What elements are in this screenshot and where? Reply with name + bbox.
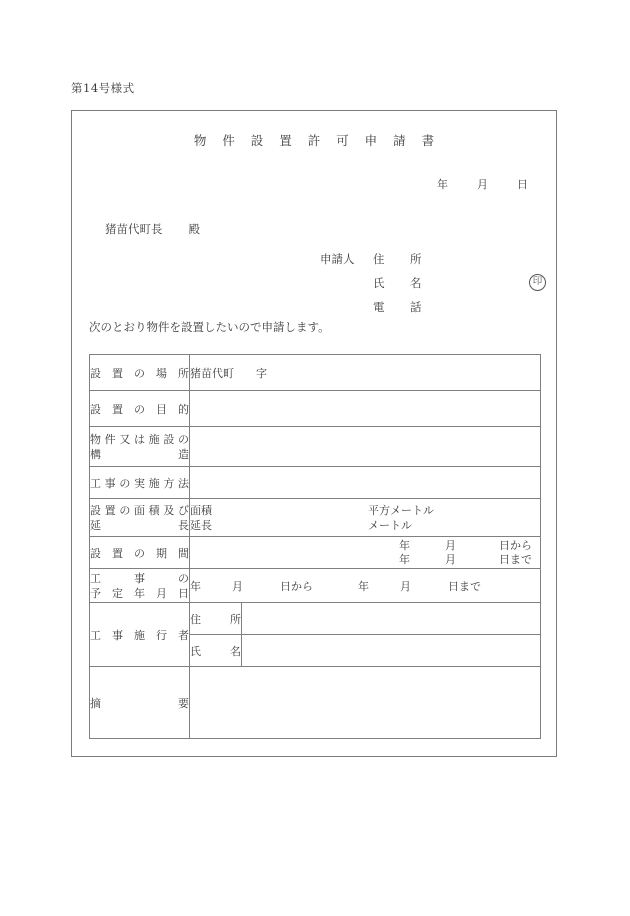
- period-row1-month: 月: [445, 539, 456, 552]
- table-row-builder-address: [90, 603, 541, 635]
- date-month-label: 月: [477, 178, 488, 191]
- period-row1: [399, 539, 532, 553]
- date-year-label: 年: [437, 178, 448, 191]
- label-place: [90, 355, 190, 391]
- page-title: 物 件 設 置 許 可 申 請 書: [193, 133, 441, 148]
- lead-sentence: 次のとおり物件を設置したいので申請します。: [89, 320, 330, 334]
- label-builder-address: [190, 603, 242, 635]
- value-period[interactable]: [190, 537, 541, 569]
- value-schedule[interactable]: [190, 569, 541, 603]
- schedule-to-month: 月: [400, 579, 411, 593]
- applicant-block: [320, 247, 550, 319]
- schedule-from-month: 月: [232, 579, 243, 593]
- period-row1-day: 日から: [499, 539, 532, 552]
- date-day-label: 日: [517, 178, 528, 191]
- label-builder-text: 工 事 施 行 者: [90, 628, 189, 642]
- applicant-heading: 申請人: [320, 252, 355, 266]
- label-builder-name-text: 氏 名: [190, 644, 241, 658]
- applicant-name-label: 氏 名: [373, 276, 429, 290]
- form-number: 第14号様式: [71, 81, 135, 95]
- label-structure-line1: 物件又は施設の: [90, 432, 189, 446]
- period-row2: [399, 553, 532, 567]
- label-area-line2: 延 長: [90, 518, 189, 532]
- period-row2-day: 日まで: [499, 553, 532, 566]
- label-purpose-text: 設 置 の 目 的: [90, 402, 189, 416]
- label-area-line1: 設置の面積及び: [90, 503, 189, 517]
- label-structure: [90, 427, 190, 467]
- applicant-name-row: [320, 271, 550, 295]
- period-row2-month: 月: [445, 553, 456, 566]
- schedule-from-day: 日から: [280, 579, 313, 593]
- label-schedule: [90, 569, 190, 603]
- date-line: [437, 176, 528, 192]
- label-schedule-line1: 工 事 の: [90, 571, 189, 585]
- area-units: [368, 503, 434, 533]
- area-unit-line2: メートル: [368, 519, 412, 532]
- value-remarks[interactable]: [190, 667, 541, 739]
- value-place[interactable]: 猪苗代町 字: [190, 355, 541, 391]
- table-row-period: [90, 537, 541, 569]
- table-row-method: [90, 467, 541, 499]
- value-builder-address[interactable]: [242, 603, 541, 635]
- table-row-area: [90, 499, 541, 537]
- period-row2-year: 年: [399, 553, 410, 566]
- value-method[interactable]: [190, 467, 541, 499]
- label-purpose: [90, 391, 190, 427]
- table-row-place: [90, 355, 541, 391]
- applicant-address-label: 住 所: [373, 252, 429, 266]
- schedule-to-day: 日まで: [448, 579, 481, 593]
- area-unit-line1: 平方メートル: [368, 504, 434, 517]
- label-period-text: 設 置 の 期 間: [90, 546, 189, 560]
- label-schedule-line2: 予 定 年 月 日: [90, 586, 189, 600]
- schedule-to-year: 年: [358, 579, 369, 593]
- label-period: [90, 537, 190, 569]
- period-row1-year: 年: [399, 539, 410, 552]
- addressee: [105, 221, 200, 237]
- seal-icon: 印: [529, 274, 546, 291]
- value-area[interactable]: [190, 499, 541, 537]
- application-table: [89, 354, 541, 739]
- form-sheet: [71, 110, 557, 757]
- area-value-line2: 延長: [190, 519, 212, 532]
- applicant-phone-label: 電 話: [373, 300, 429, 314]
- period-columns: [399, 539, 532, 567]
- table-row-structure: [90, 427, 541, 467]
- label-structure-line2: 構 造: [90, 447, 189, 461]
- addressee-honorific: 殿: [188, 222, 200, 236]
- area-value-line1: 面積: [190, 504, 212, 517]
- table-row-remarks: [90, 667, 541, 739]
- label-remarks-text: 摘 要: [90, 696, 189, 710]
- applicant-address-row: [320, 247, 550, 271]
- applicant-phone-row: [320, 295, 550, 319]
- label-place-text: 設 置 の 場 所: [90, 366, 189, 380]
- label-builder-address-text: 住 所: [190, 612, 241, 626]
- label-builder: [90, 603, 190, 667]
- addressee-office: 猪苗代町長: [105, 222, 163, 236]
- table-row-schedule: [90, 569, 541, 603]
- label-method: [90, 467, 190, 499]
- value-purpose[interactable]: [190, 391, 541, 427]
- value-structure[interactable]: [190, 427, 541, 467]
- label-method-text: 工事の実施方法: [90, 476, 189, 490]
- label-area: [90, 499, 190, 537]
- table-row-purpose: [90, 391, 541, 427]
- schedule-from-year: 年: [190, 579, 201, 593]
- period-value-inner: [190, 537, 540, 568]
- label-builder-name: [190, 635, 242, 667]
- area-value-inner: [190, 499, 540, 536]
- value-builder-name[interactable]: [242, 635, 541, 667]
- label-remarks: [90, 667, 190, 739]
